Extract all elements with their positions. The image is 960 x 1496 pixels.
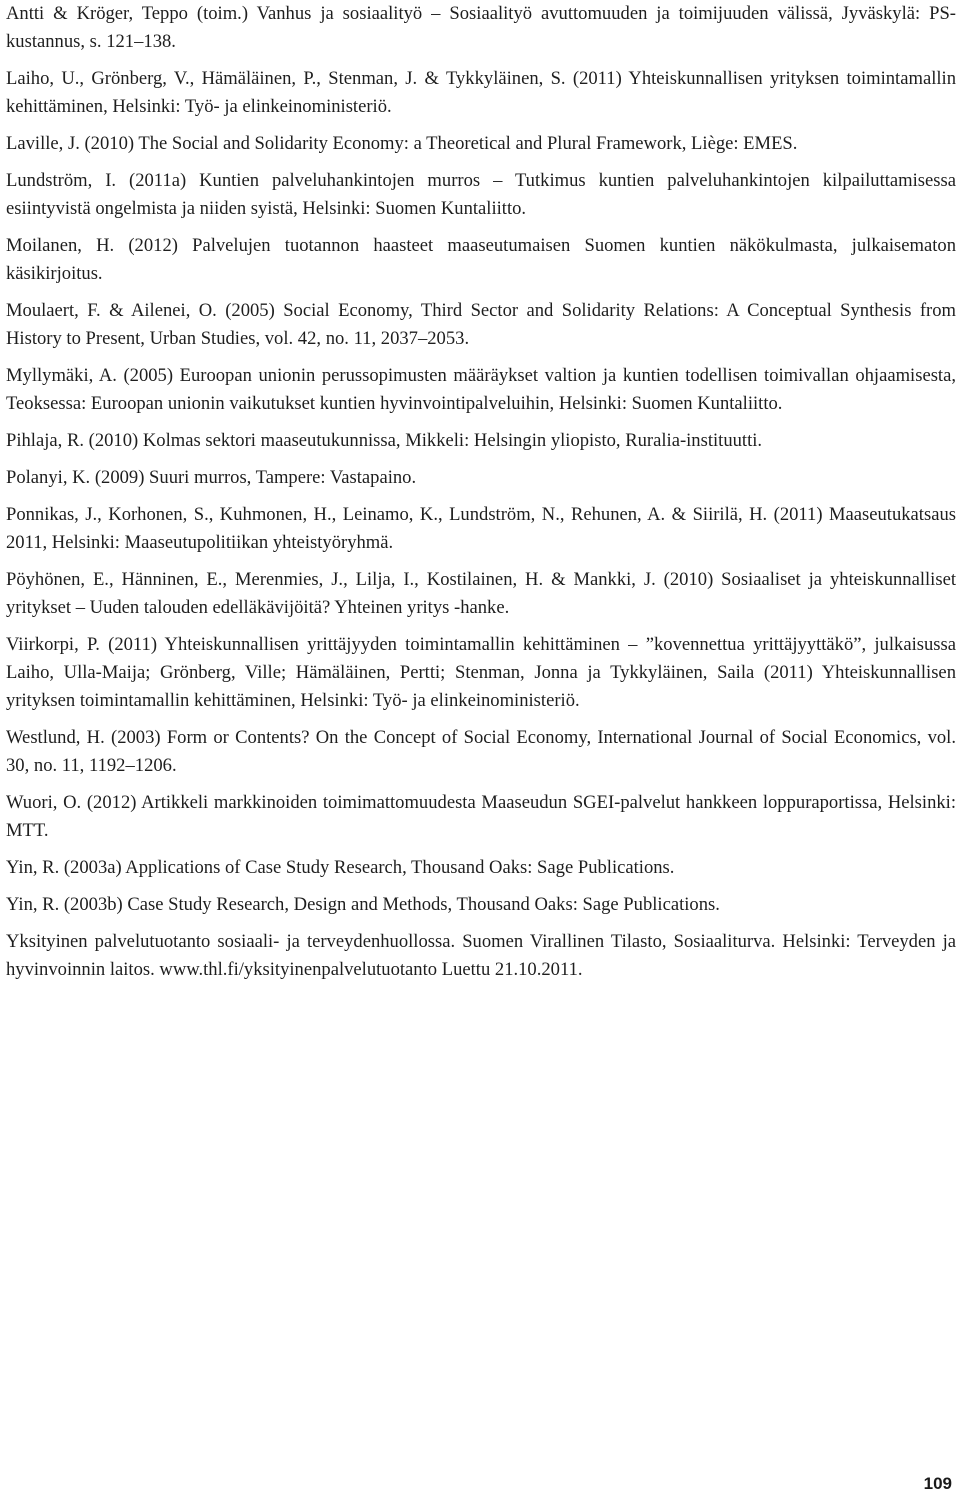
reference-entry: Pöyhönen, E., Hänninen, E., Merenmies, J., Lilja, I., Kostilainen, H. & Mankki, J. (2010) Sosiaaliset ja yhteiskunnalliset yritykset – Uuden talouden edelläkävijöitä? Yhteinen yritys -hanke. (6, 569, 956, 618)
reference-entry: Yin, R. (2003b) Case Study Research, Design and Methods, Thousand Oaks: Sage Publications. (6, 894, 720, 915)
reference-entry: Ponnikas, J., Korhonen, S., Kuhmonen, H., Leinamo, K., Lundström, N., Rehunen, A. & Siirilä, H. (2011) Maaseutukatsaus 2011, Helsinki: Maaseutupolitiikan yhteistyöryhmä. (6, 504, 956, 553)
reference-entry: Myllymäki, A. (2005) Euroopan unionin perussopimusten määräykset valtion ja kuntien todellisen toimivallan ohjaamisesta, Teoksessa: Euroopan unionin vaikutukset kuntien hyvinvointipalveluihin, Helsinki: Suomen Kuntaliitto. (6, 365, 956, 414)
reference-entry: Polanyi, K. (2009) Suuri murros, Tampere: Vastapaino. (6, 467, 417, 488)
reference-entry: Moulaert, F. & Ailenei, O. (2005) Social Economy, Third Sector and Solidarity Relations: A Conceptual Synthesis from History to Present, Urban Studies, vol. 42, no. 11, 2037–2053. (6, 300, 956, 349)
reference-entry: Yksityinen palvelutuotanto sosiaali- ja terveydenhuollossa. Suomen Virallinen Tilasto, Sosiaaliturva. Helsinki: Terveyden ja hyvinvoinnin laitos. www.thl.fi/yksityinenpalvelutuotanto Luettu 21.10.2011. (6, 931, 956, 980)
reference-entry: Viirkorpi, P. (2011) Yhteiskunnallisen yrittäjyyden toimintamallin kehittäminen – ”kovennettua yrittäjyyttäkö”, julkaisussa Laiho, Ulla-Maija; Grönberg, Ville; Hämäläinen, Pertti; Stenman, Jonna ja Tykkyläinen, Saila (2011) Yhteiskunnallisen yrityksen toimintamallin kehittäminen, Helsinki: Työ- ja elinkeinoministeriö. (6, 634, 956, 711)
reference-entry: Lundström, I. (2011a) Kuntien palveluhankintojen murros – Tutkimus kuntien palveluhankintojen kilpailuttamisessa esiintyvistä ongelmista ja niiden syistä, Helsinki: Suomen Kuntaliitto. (6, 170, 956, 219)
reference-list (6, 0, 956, 993)
reference-entry: Laville, J. (2010) The Social and Solidarity Economy: a Theoretical and Plural Framework, Liège: EMES. (6, 133, 798, 154)
reference-entry: Moilanen, H. (2012) Palvelujen tuotannon haasteet maaseutumaisen Suomen kuntien näkökulmasta, julkaisematon käsikirjoitus. (6, 235, 956, 284)
page-number: 109 (923, 1474, 952, 1493)
reference-entry: Antti & Kröger, Teppo (toim.) Vanhus ja sosiaalityö – Sosiaalityö avuttomuuden ja toimijuuden välissä, Jyväskylä: PS-kustannus, s. 121–138. (6, 3, 956, 52)
reference-entry: Westlund, H. (2003) Form or Contents? On the Concept of Social Economy, International Journal of Social Economics, vol. 30, no. 11, 1192–1206. (6, 727, 956, 776)
reference-entry: Pihlaja, R. (2010) Kolmas sektori maaseutukunnissa, Mikkeli: Helsingin yliopisto, Ruralia-instituutti. (6, 430, 763, 451)
reference-entry: Wuori, O. (2012) Artikkeli markkinoiden toimimattomuudesta Maaseudun SGEI-palvelut hankkeen loppuraportissa, Helsinki: MTT. (6, 792, 956, 841)
reference-entry: Laiho, U., Grönberg, V., Hämäläinen, P., Stenman, J. & Tykkyläinen, S. (2011) Yhteiskunnallisen yrityksen toimintamallin kehittäminen, Helsinki: Työ- ja elinkeinoministeriö. (6, 68, 956, 117)
reference-entry: Yin, R. (2003a) Applications of Case Study Research, Thousand Oaks: Sage Publications. (6, 857, 675, 878)
